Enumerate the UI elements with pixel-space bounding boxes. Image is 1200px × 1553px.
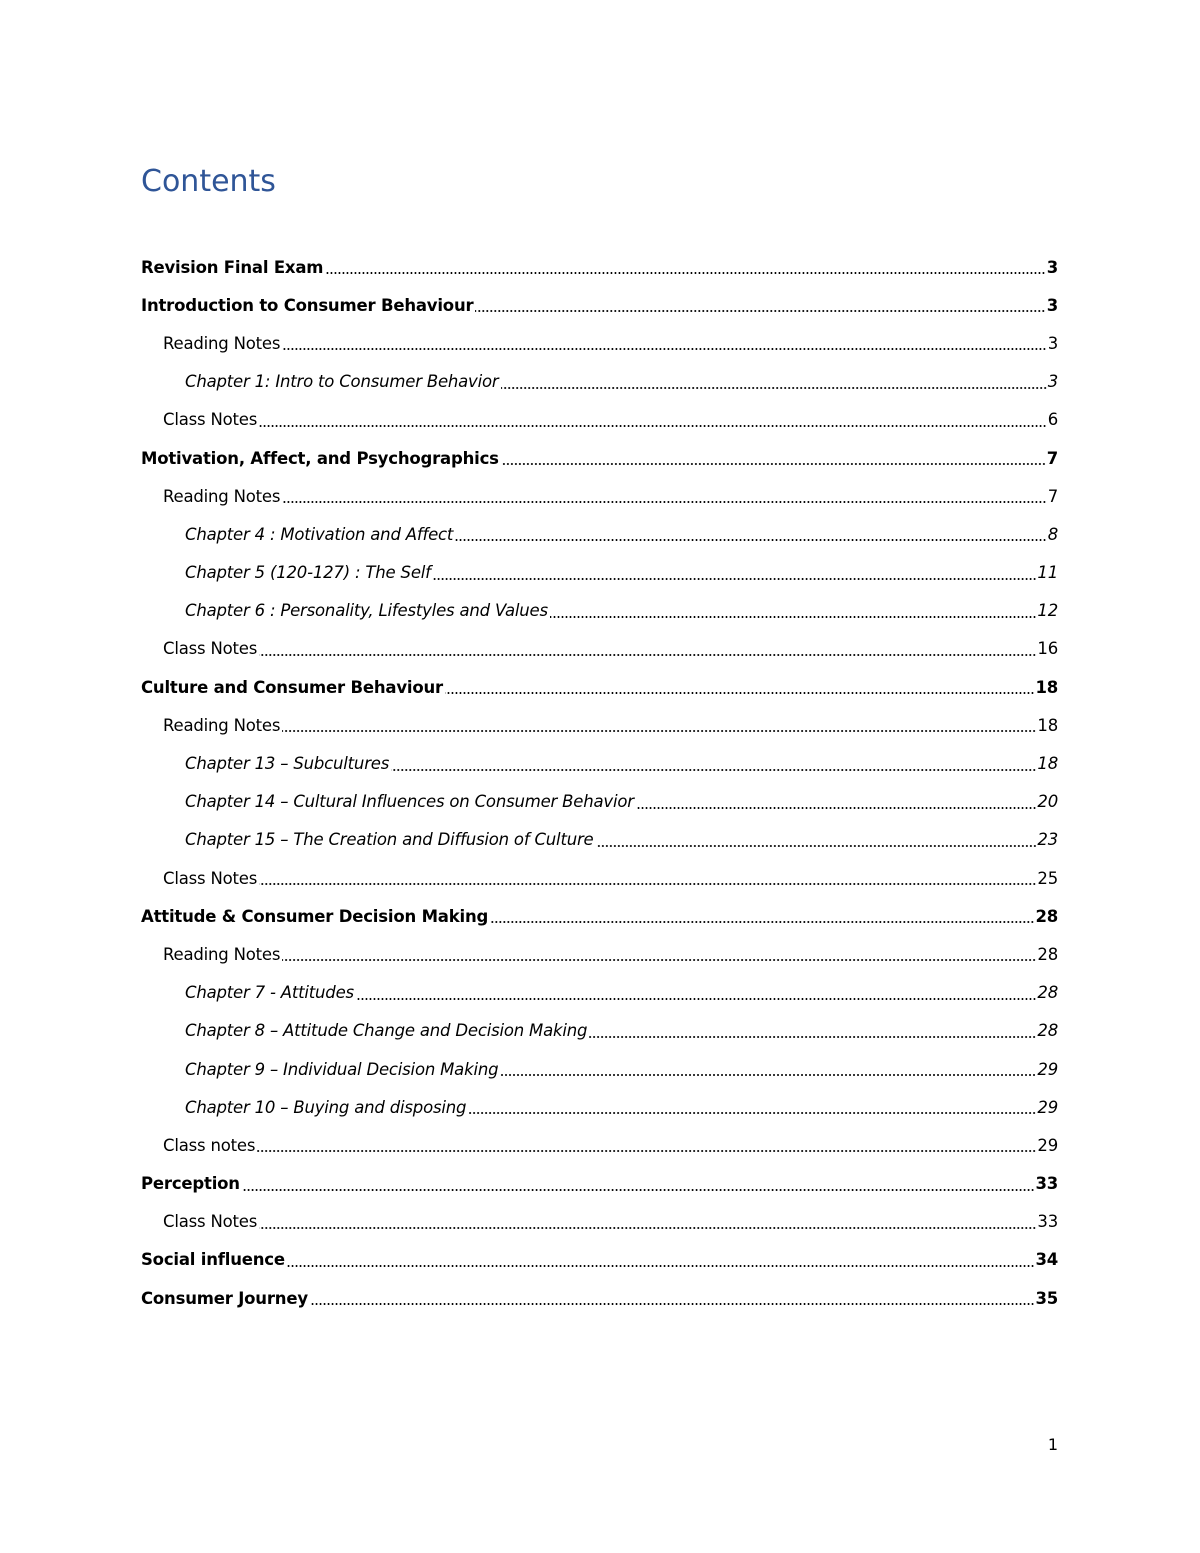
toc-entry[interactable]: [141, 706, 1058, 744]
toc-entry-page-number: 23: [1037, 830, 1058, 850]
toc-entry[interactable]: [141, 974, 1058, 1012]
toc-entry-page-number: 3: [1046, 295, 1058, 315]
toc-dot-leader: [589, 1036, 1036, 1038]
toc-entry[interactable]: [141, 935, 1058, 973]
toc-entry[interactable]: [141, 744, 1058, 782]
toc-entry[interactable]: [141, 630, 1058, 668]
toc-entry-page-number: 28: [1035, 906, 1058, 926]
toc-dot-leader: [259, 425, 1047, 427]
toc-entry[interactable]: [141, 439, 1058, 477]
toc-entry-page-number: 3: [1047, 372, 1058, 392]
toc-dot-leader: [490, 921, 1034, 923]
toc-entry[interactable]: [141, 401, 1058, 439]
toc-dot-leader: [259, 1227, 1036, 1229]
toc-dot-leader: [282, 730, 1036, 732]
toc-entry-page-number: 34: [1035, 1250, 1058, 1270]
toc-entry-page-number: 33: [1035, 1174, 1058, 1194]
toc-entry-page-number: 33: [1037, 1212, 1058, 1232]
toc-entry-page-number: 28: [1037, 1021, 1058, 1041]
toc-entry-label: Revision Final Exam: [141, 257, 324, 277]
toc-dot-leader: [310, 1303, 1035, 1305]
toc-dot-leader: [636, 807, 1037, 809]
toc-entry-page-number: 12: [1037, 601, 1058, 621]
toc-entry[interactable]: [141, 515, 1058, 553]
toc-entry-page-number: 16: [1037, 639, 1058, 659]
toc-entry-page-number: 35: [1035, 1288, 1058, 1308]
toc-entry-label: Chapter 15 – The Creation and Diffusion of Culture: [185, 830, 594, 850]
toc-entry-page-number: 29: [1037, 1059, 1058, 1079]
toc-entry[interactable]: [141, 554, 1058, 592]
toc-entry-label: Chapter 9 – Individual Decision Making: [185, 1059, 499, 1079]
toc-dot-leader: [468, 1112, 1036, 1114]
toc-entry-label: Chapter 4 : Motivation and Affect: [185, 524, 454, 544]
toc-entry[interactable]: [141, 363, 1058, 401]
toc-entry[interactable]: [141, 1088, 1058, 1126]
toc-dot-leader: [282, 501, 1046, 503]
toc-entry-label: Chapter 1: Intro to Consumer Behavior: [185, 372, 499, 392]
toc-dot-leader: [282, 348, 1046, 350]
toc-entry-page-number: 8: [1047, 524, 1058, 544]
toc-dot-leader: [259, 654, 1036, 656]
toc-dot-leader: [259, 883, 1036, 885]
toc-entry[interactable]: [141, 668, 1058, 706]
toc-entry[interactable]: [141, 592, 1058, 630]
toc-entry[interactable]: [141, 324, 1058, 362]
toc-entry-label: Attitude & Consumer Decision Making: [141, 906, 489, 926]
toc-entry-page-number: 20: [1037, 792, 1058, 812]
toc-entry-label: Perception: [141, 1174, 240, 1194]
toc-entry-label: Culture and Consumer Behaviour: [141, 677, 443, 697]
toc-entry[interactable]: [141, 1165, 1058, 1203]
toc-entry-label: Chapter 5 (120-127) : The Self: [185, 563, 431, 583]
toc-entry[interactable]: [141, 1279, 1058, 1317]
toc-dot-leader: [391, 769, 1036, 771]
toc-dot-leader: [257, 1150, 1036, 1152]
toc-entry[interactable]: [141, 477, 1058, 515]
toc-entry-label: Chapter 8 – Attitude Change and Decision Making: [185, 1021, 588, 1041]
toc-dot-leader: [242, 1189, 1035, 1191]
toc-entry-page-number: 28: [1037, 983, 1058, 1003]
toc-entry-label: Introduction to Consumer Behaviour: [141, 295, 474, 315]
table-of-contents: [141, 248, 1058, 1317]
toc-dot-leader: [475, 310, 1045, 312]
toc-entry-page-number: 28: [1037, 944, 1058, 964]
toc-dot-leader: [500, 1074, 1036, 1076]
toc-entry-label: Class Notes: [163, 1212, 258, 1232]
toc-dot-leader: [356, 998, 1036, 1000]
toc-entry-label: Reading Notes: [163, 715, 281, 735]
toc-entry[interactable]: [141, 859, 1058, 897]
toc-entry-label: Class notes: [163, 1135, 256, 1155]
toc-dot-leader: [501, 387, 1047, 389]
toc-entry-page-number: 18: [1035, 677, 1058, 697]
toc-entry-label: Chapter 14 – Cultural Influences on Consumer Behavior: [185, 792, 634, 812]
toc-entry-label: Reading Notes: [163, 944, 281, 964]
toc-entry[interactable]: [141, 1241, 1058, 1279]
toc-entry[interactable]: [141, 897, 1058, 935]
toc-entry-page-number: 18: [1037, 715, 1058, 735]
toc-entry-label: Consumer Journey: [141, 1288, 308, 1308]
page-title: Contents: [141, 164, 276, 199]
toc-entry-label: Class Notes: [163, 639, 258, 659]
toc-dot-leader: [550, 616, 1037, 618]
toc-entry[interactable]: [141, 1126, 1058, 1164]
toc-entry-label: Motivation, Affect, and Psychographics: [141, 448, 499, 468]
toc-entry-page-number: 18: [1037, 754, 1058, 774]
toc-entry-page-number: 3: [1046, 257, 1058, 277]
toc-entry-label: Reading Notes: [163, 486, 281, 506]
toc-entry[interactable]: [141, 1012, 1058, 1050]
toc-entry-page-number: 6: [1047, 410, 1058, 430]
toc-entry[interactable]: [141, 821, 1058, 859]
toc-entry-page-number: 25: [1037, 868, 1058, 888]
toc-entry-label: Chapter 10 – Buying and disposing: [185, 1097, 467, 1117]
toc-entry[interactable]: [141, 286, 1058, 324]
toc-entry-label: Chapter 13 – Subcultures: [185, 754, 390, 774]
toc-entry-label: Class Notes: [163, 868, 258, 888]
toc-entry-page-number: 29: [1037, 1097, 1058, 1117]
toc-entry-label: Chapter 7 - Attitudes: [185, 983, 354, 1003]
toc-entry[interactable]: [141, 1050, 1058, 1088]
toc-dot-leader: [287, 1265, 1035, 1267]
toc-entry-page-number: 7: [1047, 486, 1058, 506]
toc-dot-leader: [433, 578, 1037, 580]
toc-entry-label: Class Notes: [163, 410, 258, 430]
toc-entry-page-number: 29: [1037, 1135, 1058, 1155]
toc-entry[interactable]: [141, 783, 1058, 821]
toc-entry-label: Chapter 6 : Personality, Lifestyles and Values: [185, 601, 548, 621]
toc-entry-label: Reading Notes: [163, 333, 281, 353]
toc-entry-page-number: 11: [1037, 563, 1058, 583]
toc-dot-leader: [596, 845, 1037, 847]
toc-entry[interactable]: [141, 1203, 1058, 1241]
toc-entry-page-number: 3: [1047, 333, 1058, 353]
toc-entry-page-number: 7: [1046, 448, 1058, 468]
toc-dot-leader: [501, 463, 1046, 465]
toc-entry-label: Social influence: [141, 1250, 285, 1270]
toc-dot-leader: [325, 272, 1045, 274]
toc-dot-leader: [455, 539, 1047, 541]
toc-entry[interactable]: [141, 248, 1058, 286]
toc-dot-leader: [282, 959, 1036, 961]
toc-dot-leader: [445, 692, 1034, 694]
page-number: 1: [1047, 1435, 1058, 1454]
